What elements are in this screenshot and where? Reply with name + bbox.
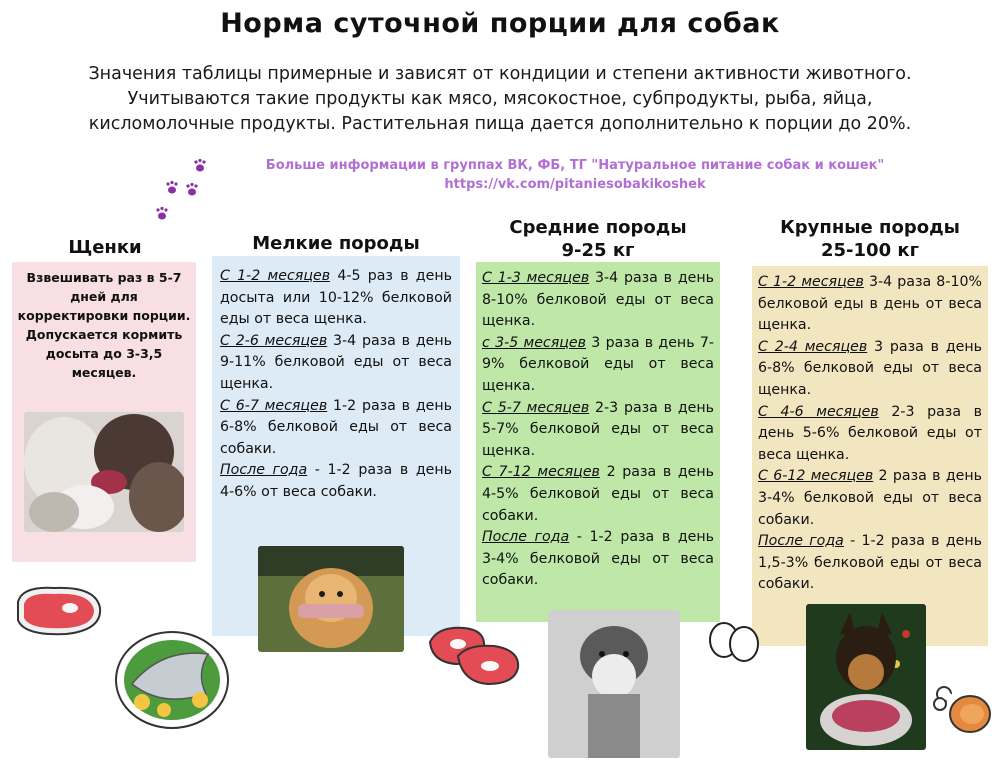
small-breeds-header: Мелкие породы bbox=[252, 233, 420, 254]
puppies-photo bbox=[24, 412, 184, 532]
period-label: С 4-6 месяцев bbox=[758, 403, 879, 420]
period-label: С 1-2 месяцев bbox=[220, 268, 331, 284]
row-text: 4-5 раз в день досыта или 10-12% белковой еды от веса щенка. bbox=[220, 268, 452, 328]
large-breeds-weight: 25-100 кг bbox=[821, 240, 919, 261]
period-label: С 2-6 месяцев bbox=[220, 332, 328, 349]
eggs-icon bbox=[704, 614, 764, 664]
more-info bbox=[215, 156, 935, 194]
medium-breeds-weight: 9-25 кг bbox=[561, 240, 635, 261]
large-row bbox=[758, 402, 982, 467]
large-row bbox=[758, 466, 982, 531]
row-text: 3-4 раза 8-10% белковой еды в день от веса щенка. bbox=[758, 274, 982, 334]
large-row bbox=[758, 337, 982, 402]
large-breeds-title: Крупные породы bbox=[780, 217, 960, 238]
large-row bbox=[758, 272, 982, 337]
fish-plate-icon bbox=[112, 624, 232, 732]
small-row bbox=[220, 331, 452, 396]
small-row bbox=[220, 396, 452, 461]
medium-row bbox=[482, 527, 714, 592]
large-breeds-header bbox=[752, 216, 988, 262]
medium-row bbox=[482, 333, 714, 398]
meat-steak-icon bbox=[10, 580, 106, 640]
row-text: - 1-2 раза в день 3-4% белковой еды от веса собаки. bbox=[482, 529, 715, 589]
puppies-text: Взвешивать раз в 5-7 дней для корректировки порции. Допускается кормить досыта до 3-3,5 месяцев. bbox=[17, 270, 191, 380]
large-row bbox=[758, 531, 982, 596]
medium-breeds-header bbox=[474, 216, 722, 262]
period-label: С 1-3 месяцев bbox=[482, 270, 590, 286]
small-row bbox=[220, 266, 452, 331]
row-text: 3 раза в день 6-8% белковой еды от веса щенка. bbox=[758, 338, 982, 398]
period-label: с 3-5 месяцев bbox=[482, 334, 587, 351]
large-breeds-text bbox=[758, 272, 982, 596]
period-label: С 5-7 месяцев bbox=[482, 399, 590, 416]
period-label: С 6-12 месяцев bbox=[758, 468, 874, 485]
row-text: 3-4 раза в день 8-10% белковой еды от веса щенка. bbox=[482, 270, 714, 330]
medium-row bbox=[482, 462, 714, 527]
row-text: - 1-2 раза в день 4-6% от веса собаки. bbox=[220, 462, 453, 500]
medium-row bbox=[482, 268, 714, 333]
row-text: 2 раза в день 3-4% белковой еды от веса собаки. bbox=[758, 468, 982, 528]
pomeranian-photo bbox=[258, 546, 404, 652]
intro-line-1: Значения таблицы примерные и зависят от кондиции и степени активности животного. bbox=[88, 64, 912, 84]
shepherd-photo bbox=[806, 604, 926, 750]
intro-text bbox=[20, 62, 980, 137]
row-text: 3-4 раза в день 9-11% белковой еды от веса щенка. bbox=[220, 332, 452, 392]
period-label: С 6-7 месяцев bbox=[220, 397, 328, 414]
period-label: После года bbox=[482, 529, 570, 546]
medium-breeds-title: Средние породы bbox=[509, 217, 687, 238]
row-text: 2-3 раза в день 5-7% белковой еды от веса щенка. bbox=[482, 399, 714, 459]
medium-row bbox=[482, 398, 714, 463]
row-text: 1-2 раза в день 6-8% белковой еды от веса собаки. bbox=[220, 397, 452, 457]
more-info-groups: Больше информации в группах ВК, ФБ, ТГ "Натуральное питание собак и кошек" bbox=[265, 158, 885, 173]
small-breeds-text bbox=[220, 266, 452, 504]
meat-bone-icon bbox=[932, 680, 994, 736]
period-label: После года bbox=[220, 462, 308, 479]
period-label: С 2-4 месяцев bbox=[758, 338, 868, 355]
period-label: С 7-12 месяцев bbox=[482, 464, 600, 481]
intro-line-3: кисломолочные продукты. Растительная пища дается дополнительно к порции до 20%. bbox=[88, 114, 912, 134]
row-text: 2 раза в день 4-5% белковой еды от веса собаки. bbox=[482, 464, 715, 524]
medium-breeds-text bbox=[482, 268, 714, 592]
row-text: - 1-2 раза в день 1,5-3% белковой еды от веса собаки. bbox=[758, 533, 982, 593]
row-text: 3 раза в день 7-9% белковой еды от веса щенка. bbox=[482, 334, 714, 394]
small-row bbox=[220, 460, 452, 503]
intro-line-2: Учитываются такие продукты как мясо, мясокостное, субпродукты, рыба, яйца, bbox=[127, 89, 873, 109]
page-title: Норма суточной порции для собак bbox=[220, 8, 780, 39]
puppies-header: Щенки bbox=[68, 237, 142, 258]
paw-prints-icon bbox=[152, 152, 222, 232]
meat-slices-icon bbox=[424, 622, 524, 688]
row-text: 2-3 раза в день 5-6% белковой еды от веса щенка. bbox=[758, 403, 982, 463]
period-label: С 1-2 месяцев bbox=[758, 274, 864, 290]
period-label: После года bbox=[758, 533, 844, 550]
more-info-link[interactable]: https://vk.com/pitaniesobakikoshek bbox=[444, 177, 706, 192]
schnauzer-photo bbox=[548, 610, 680, 758]
